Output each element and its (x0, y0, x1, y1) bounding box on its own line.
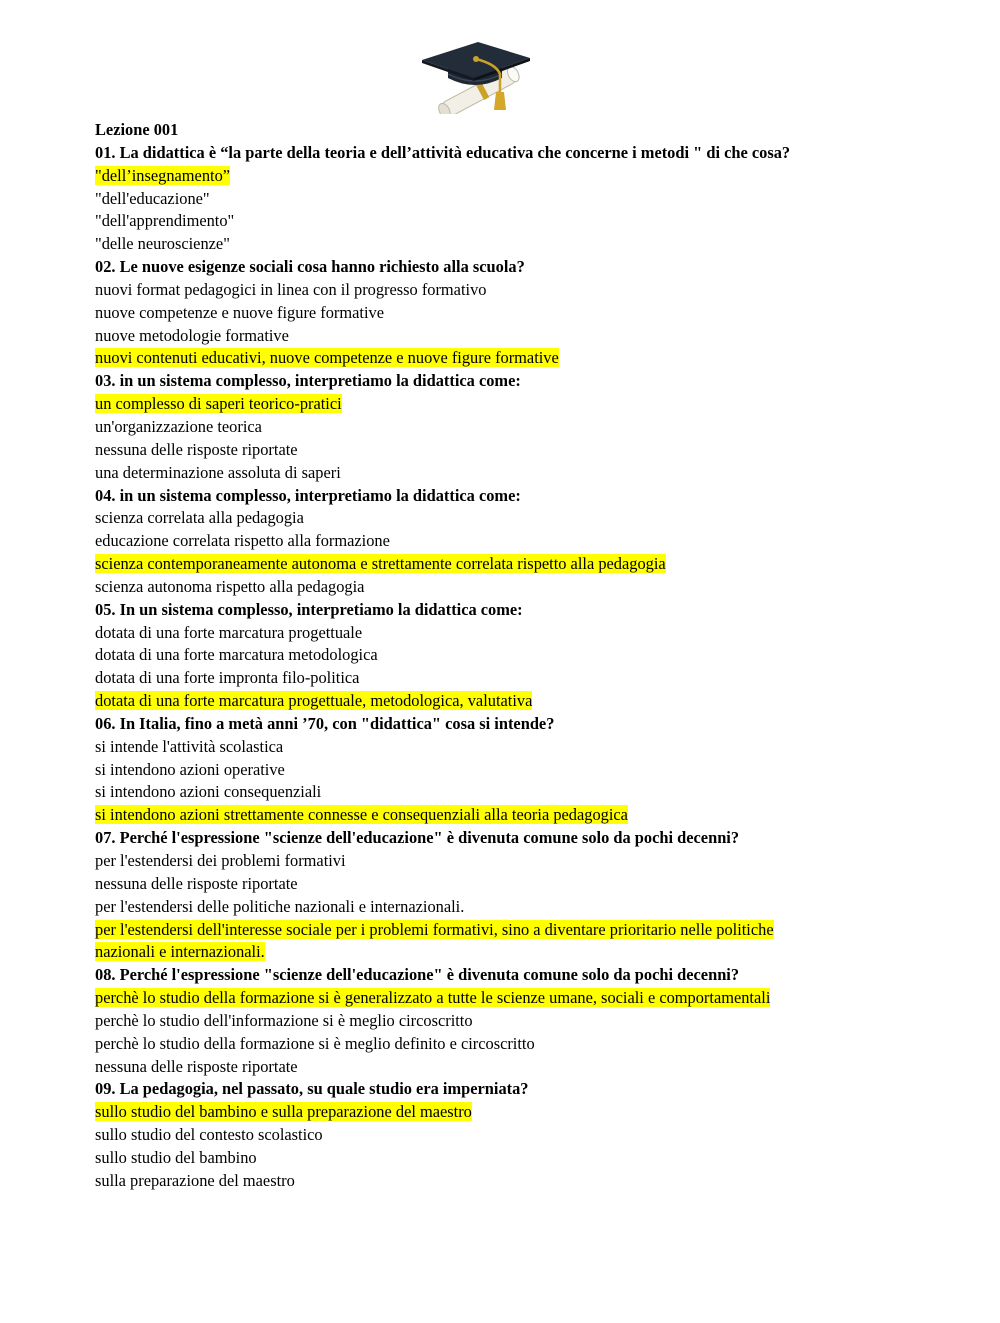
answer-text: per l'estendersi dei problemi formativi (95, 851, 346, 870)
question-05: 05. In un sistema complesso, interpretiamo la didattica come: (95, 599, 523, 619)
answer-text: nessuna delle risposte riportate (95, 439, 298, 459)
answer-option (95, 233, 915, 256)
answer-text: "delle neuroscienze" (95, 234, 230, 254)
answer-text: nazionali e internazionali. (95, 942, 265, 962)
answer-option (95, 507, 915, 530)
quiz-document (95, 119, 915, 1193)
answer-option (95, 1147, 915, 1170)
answer-text: per l'estendersi dell'interesse sociale per i problemi formativi, sino a diventare prioritario nelle politiche (95, 919, 774, 939)
answer-option (95, 896, 915, 919)
question-07: 07. Perché l'espressione "scienze dell'educazione" è divenuta comune solo da pochi decenni? (95, 828, 740, 848)
answer-option (95, 462, 915, 485)
answer-option-continuation (95, 941, 915, 964)
answer-text: perchè lo studio della formazione si è meglio definito e circoscritto (95, 1033, 535, 1053)
answer-text: "dell'apprendimento" (95, 211, 235, 231)
answer-text: perchè lo studio dell'informazione si è meglio circoscritto (95, 1010, 473, 1030)
answer-option (95, 850, 915, 873)
answer-option (95, 1010, 915, 1033)
answer-text: sullo studio del contesto scolastico (95, 1125, 323, 1145)
answer-text: per l'estendersi delle politiche nazionali e internazionali. (95, 896, 465, 916)
answer-option (95, 873, 915, 896)
answer-option (95, 325, 915, 348)
answer-text: sullo studio del bambino e sulla preparazione del maestro (95, 1102, 472, 1122)
answer-text: si intendono azioni strettamente connesse e consequenziali alla teoria pedagogica (95, 805, 628, 825)
answer-option-correct (95, 165, 915, 188)
answer-option (95, 188, 915, 211)
question-08: 08. Perché l'espressione "scienze dell'educazione" è divenuta comune solo da pochi decenni? (95, 965, 740, 985)
answer-option-correct (95, 804, 915, 827)
answer-text: si intendono azioni operative (95, 759, 285, 779)
answer-option (95, 302, 915, 325)
answer-option (95, 667, 915, 690)
answer-option-correct (95, 919, 915, 942)
answer-option (95, 781, 915, 804)
answer-text: sulla preparazione del maestro (95, 1170, 295, 1190)
answer-option-correct (95, 347, 915, 370)
question-04: 04. in un sistema complesso, interpretiamo la didattica come: (95, 485, 521, 505)
answer-text: sullo studio del bambino (95, 1147, 257, 1167)
answer-option (95, 530, 915, 553)
graduation-cap-icon (418, 38, 532, 114)
answer-text: un'organizzazione teorica (95, 416, 262, 436)
answer-option-correct (95, 690, 915, 713)
question-03: 03. in un sistema complesso, interpretiamo la didattica come: (95, 371, 521, 391)
answer-text: scienza contemporaneamente autonoma e strettamente correlata rispetto alla pedagogia (95, 554, 666, 574)
answer-option-correct (95, 553, 915, 576)
answer-option (95, 736, 915, 759)
answer-text: nuovi contenuti educativi, nuove competenze e nuove figure formative (95, 348, 559, 368)
answer-option-correct (95, 393, 915, 416)
answer-option (95, 1056, 915, 1079)
answer-text: educazione correlata rispetto alla formazione (95, 531, 390, 551)
answer-option (95, 210, 915, 233)
lesson-title: Lezione 001 (95, 120, 179, 139)
answer-option (95, 1124, 915, 1147)
answer-option (95, 759, 915, 782)
answer-text: si intendono azioni consequenziali (95, 782, 322, 802)
answer-option-correct (95, 1101, 915, 1124)
answer-text: un complesso di saperi teorico-pratici (95, 394, 342, 414)
answer-option (95, 644, 915, 667)
answer-text: "dell'educazione" (95, 188, 210, 208)
answer-text: "dell’insegnamento” (95, 165, 231, 185)
question-02: 02. Le nuove esigenze sociali cosa hanno richiesto alla scuola? (95, 257, 525, 277)
answer-option-correct (95, 987, 915, 1010)
answer-option (95, 576, 915, 599)
answer-option (95, 416, 915, 439)
answer-option (95, 439, 915, 462)
answer-option (95, 279, 915, 302)
answer-option (95, 622, 915, 645)
answer-text: nuove competenze e nuove figure formative (95, 302, 384, 322)
question-01: 01. La didattica è “la parte della teoria e dell’attività educativa che concerne i metodi " di che cosa? (95, 142, 791, 162)
question-09: 09. La pedagogia, nel passato, su quale studio era imperniata? (95, 1079, 529, 1099)
answer-text: si intende l'attività scolastica (95, 736, 284, 756)
answer-option (95, 1170, 915, 1193)
answer-text: nessuna delle risposte riportate (95, 873, 298, 893)
answer-text: dotata di una forte marcatura progettuale, metodologica, valutativa (95, 691, 533, 711)
answer-text: nessuna delle risposte riportate (95, 1056, 298, 1076)
question-06: 06. In Italia, fino a metà anni ’70, con "didattica" cosa si intende? (95, 713, 555, 733)
answer-text: dotata di una forte marcatura metodologica (95, 645, 378, 665)
answer-text: una determinazione assoluta di saperi (95, 462, 341, 482)
answer-option (95, 1033, 915, 1056)
answer-text: perchè lo studio della formazione si è generalizzato a tutte le scienze umane, sociali e comportamentali (95, 988, 771, 1008)
answer-text: nuove metodologie formative (95, 325, 289, 345)
answer-text: dotata di una forte impronta filo-politica (95, 668, 360, 688)
answer-text: scienza autonoma rispetto alla pedagogia (95, 576, 365, 596)
answer-text: dotata di una forte marcatura progettuale (95, 622, 363, 642)
answer-text: nuovi format pedagogici in linea con il progresso formativo (95, 279, 487, 299)
answer-text: scienza correlata alla pedagogia (95, 508, 304, 528)
